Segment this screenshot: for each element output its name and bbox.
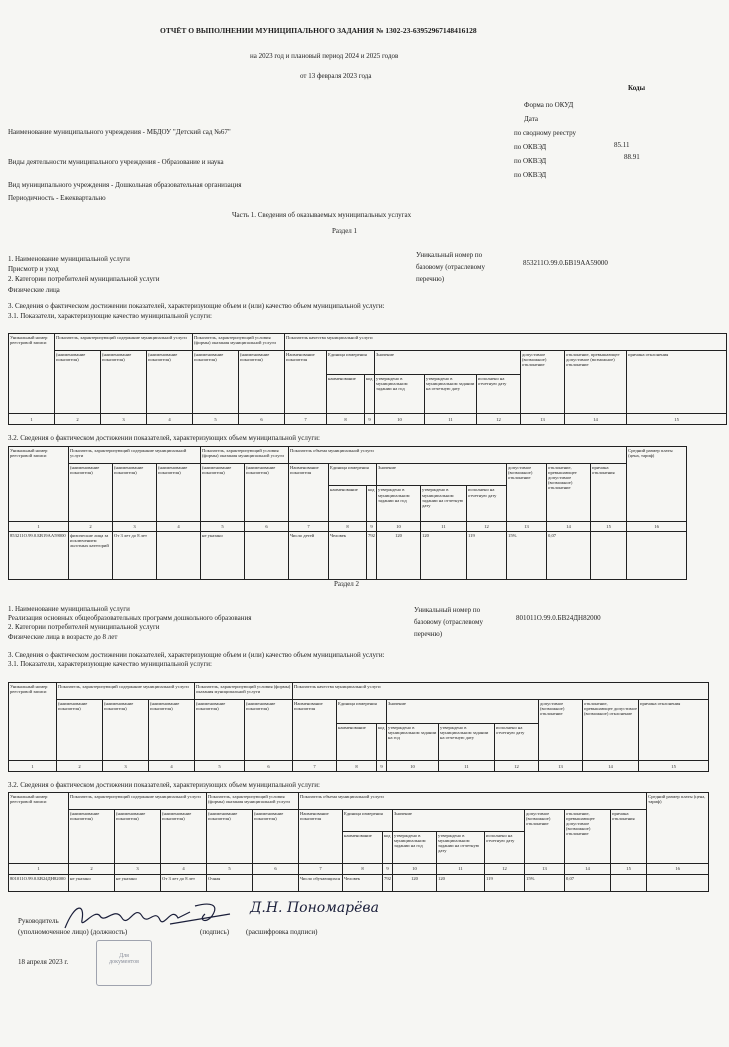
s2-unique-code: 801011О.99.0.БВ24ДН82000 (516, 614, 601, 622)
col-number: 7 (299, 864, 343, 875)
col-exceeding: отклонение, превышающее допустимое (возможное) отклонение (583, 700, 639, 761)
col-unit-name: наименование (343, 831, 383, 863)
col-number: 6 (245, 521, 289, 531)
col-number: 15 (611, 864, 647, 875)
s2-info-31: 3.1. Показатели, характеризующие качество муниципальной услуги: (8, 660, 213, 668)
col-number: 11 (437, 864, 485, 875)
col-number: 10 (375, 414, 425, 425)
col-approved-year: утверждено в муниципальном задании на год (377, 486, 421, 521)
col-number: 8 (329, 521, 367, 531)
col-number: 3 (103, 761, 149, 772)
table-cell (647, 874, 709, 891)
col-done: исполнено на отчетную дату (495, 724, 539, 761)
table-cell: Число обучающихся (299, 874, 343, 891)
col-quality: Показатель качества муниципальной услуги (285, 334, 727, 351)
col-number: 10 (377, 521, 421, 531)
col-naim: (наименование показателя) (147, 351, 193, 414)
okved-value-1: 85.11 (614, 141, 630, 149)
s1-line2: Присмотр и уход (8, 265, 59, 273)
col-naim: (наименование показателя) (195, 700, 245, 761)
table-cell: 120 (377, 532, 421, 580)
handwritten-signature-icon (60, 898, 240, 938)
col-naim: (наименование показателя) (245, 700, 293, 761)
col-avg-fee: Средний размер платы (цена, тариф) (627, 447, 687, 522)
col-number: 14 (565, 864, 611, 875)
table-cell: Число детей (289, 532, 329, 580)
s2-unique-label-3: перечню) (414, 630, 443, 638)
col-value: Значение (375, 351, 521, 375)
col-number: 7 (285, 414, 327, 425)
stamp-text-1: Для (119, 953, 129, 959)
col-unit: Единица измерения (329, 463, 377, 486)
col-number: 3 (101, 414, 147, 425)
col-naim: (наименование показателя) (103, 700, 149, 761)
col-naim: (наименование показателя) (245, 463, 289, 521)
col-unit-name: наименование (337, 724, 377, 761)
col-number: 5 (207, 864, 253, 875)
date-label: Дата (524, 115, 538, 123)
s1-unique-label-2: базовому (отраслевому (416, 263, 485, 271)
col-content: Показатель, характеризующий содержание муниципальной услуги (55, 334, 193, 351)
col-number: 15 (639, 761, 709, 772)
col-number: 10 (393, 864, 437, 875)
col-naim: (наименование показателя) (207, 810, 253, 864)
col-code: код (367, 486, 377, 521)
periodicity: Периодичность - Ежеквартально (8, 194, 106, 202)
col-unit: Единица измерения (343, 810, 393, 832)
col-volume: Показатель объема муниципальной услуги (289, 447, 627, 464)
col-allowed: допустимое (возможное) отклонение (539, 700, 583, 761)
col-number: 14 (547, 521, 591, 531)
volume-table-2 (8, 792, 709, 892)
col-reason: причина отклонения (611, 810, 647, 864)
okved-label-2: по ОКВЭД (514, 157, 547, 165)
okved-value-2: 88.91 (624, 153, 640, 161)
col-content: Показатель, характеризующий содержание муниципальной услуги (69, 447, 201, 464)
table-cell: 792 (383, 874, 393, 891)
okud-label: Форма по ОКУД (524, 101, 574, 109)
col-volume: Показатель объема муниципальной услуги (299, 793, 647, 810)
table-cell: не указано (69, 874, 115, 891)
col-number: 13 (525, 864, 565, 875)
s2-info-3: 3. Сведения о фактическом достижении показателей, характеризующие объем и (или) качество объем муниципальной услуги: (8, 651, 385, 659)
s1-unique-label-3: перечню) (416, 275, 445, 283)
table-cell: 0,07 (547, 532, 591, 580)
table-cell (611, 874, 647, 891)
col-naim: (наименование показателя) (69, 810, 115, 864)
col-naim: (наименование показателя) (113, 463, 157, 521)
table-cell: не указано (201, 532, 245, 580)
table-cell: 0,07 (565, 874, 611, 891)
s2-info-32: 3.2. Сведения о фактическом достижении показателей, характеризующих объем муниципальной услуги: (8, 781, 320, 789)
table-cell (253, 874, 299, 891)
s1-unique-label-1: Уникальный номер по (416, 251, 483, 259)
col-number: 7 (293, 761, 337, 772)
col-number: 10 (387, 761, 439, 772)
col-number: 14 (565, 414, 627, 425)
institution-name: Наименование муниципального учреждения - МБДОУ "Детский сад №67" (8, 128, 231, 136)
col-number: 9 (367, 521, 377, 531)
col-number: 3 (113, 521, 157, 531)
col-indicator: Наименование показателя (299, 810, 343, 864)
col-value: Значение (393, 810, 525, 832)
quality-table-2 (8, 682, 709, 772)
table-cell: 792 (367, 532, 377, 580)
table-cell: физические лица за исключением льготных категорий (69, 532, 113, 580)
col-naim: (наименование показателя) (157, 463, 201, 521)
col-naim: (наименование показателя) (193, 351, 239, 414)
col-reason: причина отклонения (627, 351, 727, 414)
col-unique: Уникальный номер реестровой записи (9, 793, 69, 864)
col-number: 2 (69, 864, 115, 875)
stamp-icon (96, 940, 152, 986)
col-unique: Уникальный номер реестровой записи (9, 334, 55, 414)
col-done: исполнено на отчетную дату (477, 375, 521, 414)
col-value: Значение (377, 463, 507, 486)
s1-unique-code: 853211О.99.0.БВ19АА59000 (523, 259, 608, 267)
col-number: 2 (57, 761, 103, 772)
col-number: 5 (193, 414, 239, 425)
col-naim: (наименование показателя) (201, 463, 245, 521)
col-approved-date: утверждено в муниципальном задании на отчетную дату (425, 375, 477, 414)
table-cell: не указано (115, 874, 161, 891)
s1-info-3: 3. Сведения о фактическом достижении показателей, характеризующие объем и (или) качество объем муниципальной услуги: (8, 302, 385, 310)
col-approved-year: утверждено в муниципальном задании на год (393, 831, 437, 863)
s2-unique-label-1: Уникальный номер по (414, 606, 481, 614)
s2-unique-label-2: базовому (отраслевому (414, 618, 483, 626)
col-unit-name: наименование (327, 375, 365, 414)
col-content: Показатель, характеризующий содержание муниципальной услуги (69, 793, 207, 810)
col-indicator: Наименование показателя (289, 463, 329, 521)
s2-line4: Физические лица в возрасте до 8 лет (8, 633, 118, 641)
col-conditions: Показатель, характеризующий условия (формы) оказания муниципальной услуги (201, 447, 289, 464)
col-number: 16 (627, 521, 687, 531)
table-cell: 119 (467, 532, 507, 580)
col-allowed: допустимое (возможное) отклонение (521, 351, 565, 414)
table-cell (627, 532, 687, 580)
col-number: 6 (239, 414, 285, 425)
report-title: ОТЧЁТ О ВЫПОЛНЕНИИ МУНИЦИПАЛЬНОГО ЗАДАНИЯ № 1302-23-63952967148416128 (160, 26, 477, 35)
col-number: 16 (647, 864, 709, 875)
volume-table-1 (8, 446, 687, 580)
col-conditions: Показатель, характеризующий условия (формы) оказания муниципальной услуги (193, 334, 285, 351)
col-avg-fee: Средний размер платы (цена, тариф) (647, 793, 709, 864)
col-conditions: Показатель, характеризующий условия (формы) оказания муниципальной услуги (195, 683, 293, 700)
col-number: 1 (9, 414, 55, 425)
col-naim: (наименование показателя) (69, 463, 113, 521)
col-approved-year: утверждено в муниципальном задании на год (375, 375, 425, 414)
col-number: 1 (9, 864, 69, 875)
col-allowed: допустимое (возможное) отклонение (525, 810, 565, 864)
codes-label: Коды (628, 84, 646, 92)
col-quality: Показатель качества муниципальной услуги (293, 683, 709, 700)
col-naim: (наименование показателя) (115, 810, 161, 864)
col-number: 15 (627, 414, 727, 425)
table-cell: От 3 лет до 8 лет (113, 532, 157, 580)
col-number: 12 (485, 864, 525, 875)
col-reason: причина отклонения (639, 700, 709, 761)
table-cell (591, 532, 627, 580)
s1-info-32: 3.2. Сведения о фактическом достижении показателей, характеризующих объем муниципальной услуги: (8, 434, 320, 442)
col-exceeding: отклонение, превышающее допустимое (возможное) отклонение (565, 351, 627, 414)
col-number: 4 (157, 521, 201, 531)
table-cell: От 3 лет до 8 лет (161, 874, 207, 891)
col-exceeding: отклонение, превышающее допустимое (возможное) отклонение (565, 810, 611, 864)
col-code: код (377, 724, 387, 761)
col-number: 11 (439, 761, 495, 772)
table-cell: 15% (507, 532, 547, 580)
col-code: код (365, 375, 375, 414)
col-number: 1 (9, 521, 69, 531)
col-naim: (наименование показателя) (57, 700, 103, 761)
col-number: 4 (149, 761, 195, 772)
col-number: 9 (377, 761, 387, 772)
col-number: 4 (161, 864, 207, 875)
col-number: 8 (343, 864, 383, 875)
table-cell: Человек (343, 874, 383, 891)
col-approved-year: утверждено в муниципальном задании на год (387, 724, 439, 761)
col-indicator: Наименование показателя (285, 351, 327, 414)
table-cell: Человек (329, 532, 367, 580)
table-cell: 120 (437, 874, 485, 891)
table-cell (157, 532, 201, 580)
col-exceeding: отклонение, превышающее допустимое (возможное) отклонение (547, 463, 591, 521)
s2-line1: 1. Наименование муниципальной услуги (8, 605, 130, 613)
col-approved-date: утверждено в муниципальном задании на отчетную дату (437, 831, 485, 863)
s1-info-31: 3.1. Показатели, характеризующие качество муниципальной услуги: (8, 312, 213, 320)
col-number: 12 (477, 414, 521, 425)
okved-label-1: по ОКВЭД (514, 143, 547, 151)
handwritten-name: Д.Н. Пономарёва (250, 900, 379, 916)
report-date: от 13 февраля 2023 года (300, 72, 372, 80)
col-unit: Единица измерения (327, 351, 375, 375)
col-number: 7 (289, 521, 329, 531)
col-number: 12 (467, 521, 507, 531)
col-number: 11 (425, 414, 477, 425)
table-cell: 15% (525, 874, 565, 891)
table-cell (245, 532, 289, 580)
col-unique: Уникальный номер реестровой записи (9, 447, 69, 522)
col-number: 15 (591, 521, 627, 531)
col-number: 9 (365, 414, 375, 425)
col-number: 6 (253, 864, 299, 875)
part1-title: Часть 1. Сведения об оказываемых муниципальных услугах (232, 211, 412, 219)
col-number: 14 (583, 761, 639, 772)
s1-line1: 1. Наименование муниципальной услуги (8, 255, 130, 263)
institution-type: Вид муниципального учреждения - Дошкольная образовательная организация (8, 181, 242, 189)
col-allowed: допустимое (возможное) отклонение (507, 463, 547, 521)
col-value: Значение (387, 700, 539, 724)
signature-head-label: Руководитель (18, 917, 59, 925)
s1-line3: 2. Категории потребителей муниципальной услуги (8, 275, 160, 283)
col-naim: (наименование показателя) (149, 700, 195, 761)
signature-date: 18 апреля 2023 г. (18, 958, 69, 966)
col-number: 4 (147, 414, 193, 425)
col-number: 11 (421, 521, 467, 531)
s2-line3: 2. Категории потребителей муниципальной услуги (8, 623, 160, 631)
registry-label: по сводному реестру (514, 129, 577, 137)
col-number: 1 (9, 761, 57, 772)
col-number: 13 (521, 414, 565, 425)
col-done: исполнено на отчетную дату (467, 486, 507, 521)
table-cell: 120 (393, 874, 437, 891)
col-content: Показатель, характеризующий содержание муниципальной услуги (57, 683, 195, 700)
signature-sign-label: (подпись) (200, 928, 230, 936)
col-number: 8 (337, 761, 377, 772)
s1-line4: Физические лица (8, 286, 60, 294)
col-conditions: Показатель, характеризующий условия (формы) оказания муниципальной услуги (207, 793, 299, 810)
col-indicator: Наименование показателя (293, 700, 337, 761)
col-number: 2 (55, 414, 101, 425)
col-naim: (наименование показателя) (161, 810, 207, 864)
quality-table-1 (8, 333, 727, 425)
col-number: 5 (195, 761, 245, 772)
table-cell: 119 (485, 874, 525, 891)
table-cell-id: 853211О.99.0.БВ19АА59000 (9, 532, 69, 580)
section1-title: Раздел 1 (332, 227, 358, 235)
col-naim: (наименование показателя) (55, 351, 101, 414)
col-unit-name: наименование (329, 486, 367, 521)
col-approved-date: утверждено в муниципальном задании на отчетную дату (421, 486, 467, 521)
s2-line2: Реализация основных общеобразовательных программ дошкольного образования (8, 614, 252, 622)
stamp-text-2: документов (109, 959, 139, 965)
col-reason: причина отклонения (591, 463, 627, 521)
signature-authorized-label: (уполномоченное лицо) (должность) (18, 928, 128, 936)
col-number: 3 (115, 864, 161, 875)
col-number: 9 (383, 864, 393, 875)
signature-decode-label: (расшифровка подписи) (246, 928, 318, 936)
col-naim: (наименование показателя) (253, 810, 299, 864)
col-number: 13 (539, 761, 583, 772)
col-number: 8 (327, 414, 365, 425)
col-code: код (383, 831, 393, 863)
activity-type: Виды деятельности муниципального учреждения - Образование и наука (8, 158, 224, 166)
col-number: 2 (69, 521, 113, 531)
report-period: на 2023 год и плановый период 2024 и 2025 годов (250, 52, 399, 60)
col-naim: (наименование показателя) (101, 351, 147, 414)
col-approved-date: утверждено в муниципальном задании на отчетную дату (439, 724, 495, 761)
okved-label-3: по ОКВЭД (514, 171, 547, 179)
col-naim: (наименование показателя) (239, 351, 285, 414)
col-done: исполнено на отчетную дату (485, 831, 525, 863)
col-number: 5 (201, 521, 245, 531)
table-cell-id: 801011О.99.0.БВ24ДН82000 (9, 874, 69, 891)
section2-title: Раздел 2 (334, 580, 360, 588)
col-number: 6 (245, 761, 293, 772)
table-cell: 120 (421, 532, 467, 580)
col-number: 13 (507, 521, 547, 531)
col-unit: Единица измерения (337, 700, 387, 724)
table-cell: Очная (207, 874, 253, 891)
col-number: 12 (495, 761, 539, 772)
col-unique: Уникальный номер реестровой записи (9, 683, 57, 761)
